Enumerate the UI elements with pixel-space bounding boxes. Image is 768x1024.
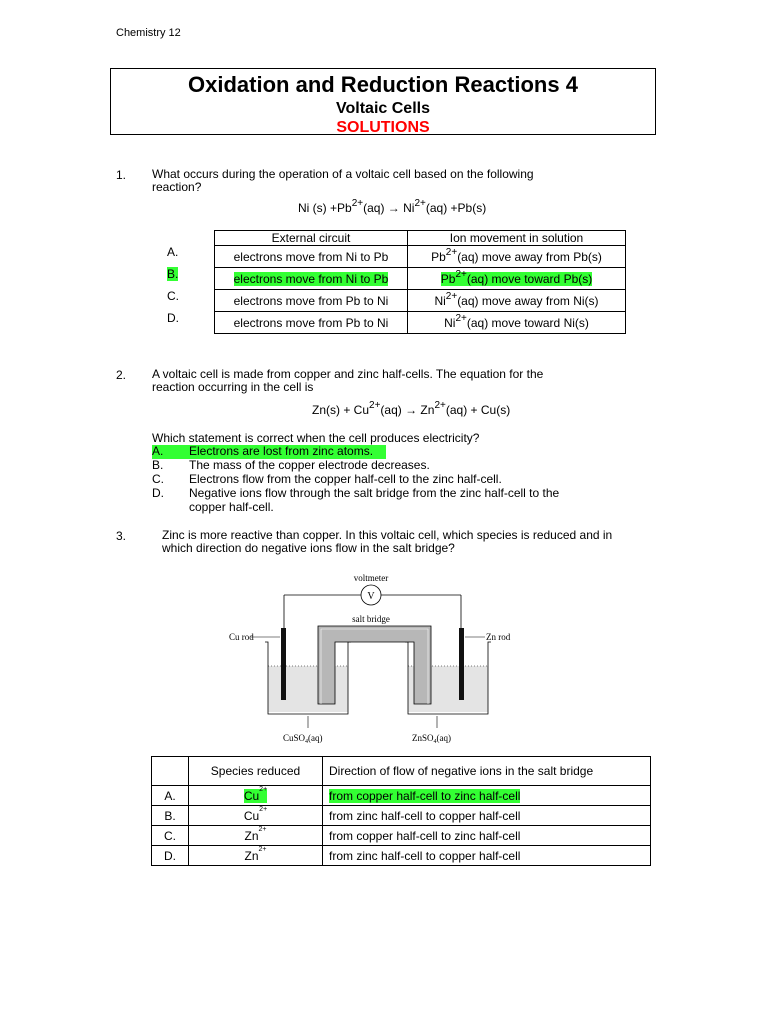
- q1-text: [152, 168, 534, 194]
- q3-text-line1: Zinc is more reactive than copper. In this voltaic cell, which species is reduced and in: [162, 528, 613, 542]
- solutions-label: SOLUTIONS: [336, 119, 430, 136]
- table-row: A. $Cu^{2+}$ from copper half-cell to zinc half-cell: [152, 786, 651, 806]
- voltaic-cell-diagram: [225, 568, 525, 750]
- q3-header-direction: Direction of flow of negative ions in the salt bridge: [323, 757, 651, 786]
- q1-text-line1: What occurs during the operation of a voltaic cell based on the following: [152, 167, 534, 181]
- q2-equation: $Zn(s) + Cu^{2+}(aq) \to Zn^{2+}(aq) + Cu(s)$: [312, 400, 511, 417]
- course-label: Chemistry 12: [116, 27, 181, 39]
- voltmeter-icon: [361, 585, 381, 605]
- q2-text-line1: A voltaic cell is made from copper and zinc half-cells. The equation for the: [152, 367, 544, 381]
- salt-bridge-label: salt bridge: [352, 614, 390, 624]
- q2-question: Which statement is correct when the cell produces electricity?: [152, 431, 480, 445]
- q2-text: [152, 368, 543, 394]
- page-subtitle: Voltaic Cells: [336, 100, 430, 117]
- cu-rod-label: Cu rod: [229, 632, 254, 642]
- cuso4-label: CuSO$_4$(aq): [283, 733, 323, 745]
- q2-number: 2.: [116, 368, 127, 382]
- q2-options: [152, 445, 632, 515]
- zn-electrode: [459, 628, 464, 700]
- page-title: Oxidation and Reduction Reactions 4: [188, 72, 578, 97]
- voltmeter-label: voltmeter: [353, 573, 389, 583]
- q3-header-species: Species reduced: [189, 757, 323, 786]
- q1-table: [214, 230, 626, 334]
- table-row: electrons move from Pb to Ni $Ni^{2+}(aq)$ move away from Ni(s): [215, 290, 626, 312]
- q1-letters: [167, 245, 187, 333]
- table-row: electrons move from Ni to Pb $Pb^{2+}(aq)$ move away from Pb(s): [215, 246, 626, 268]
- title-box: [110, 68, 656, 135]
- q1-header-ion: Ion movement in solution: [408, 231, 626, 246]
- table-row: electrons move from Ni to Pb $Pb^{2+}(aq)$ move toward Pb(s): [215, 268, 626, 290]
- q1-letter-b: B.: [167, 267, 179, 281]
- q1-number: 1.: [116, 168, 127, 182]
- q3-text: [162, 529, 612, 555]
- q2-option-d-cont: copper half-cell.: [189, 500, 274, 514]
- table-row: B. $Cu^{2+}$ from zinc half-cell to copper half-cell: [152, 806, 651, 826]
- salt-bridge: [318, 626, 431, 704]
- table-row: D. $Zn^{2+}$ from zinc half-cell to copper half-cell: [152, 846, 651, 866]
- q1-equation: Ni $(s) +Pb^{2+}(aq) \to Ni^{2+}(aq) +Pb(s)$: [298, 198, 487, 215]
- svg-text:V: V: [367, 591, 375, 602]
- q1-letter-c: C.: [167, 289, 179, 303]
- table-row: C. $Zn^{2+}$ from copper half-cell to zinc half-cell: [152, 826, 651, 846]
- q2-option-b: B. The mass of the copper electrode decreases.: [152, 458, 430, 472]
- q3-header-blank: [152, 757, 189, 786]
- q2-option-c: C. Electrons flow from the copper half-cell to the zinc half-cell.: [152, 472, 502, 486]
- table-row: electrons move from Pb to Ni $Ni^{2+}(aq)$ move toward Ni(s): [215, 312, 626, 334]
- q3-number: 3.: [116, 529, 127, 543]
- q2-text-line2: reaction occurring in the cell is: [152, 380, 314, 394]
- q2-option-d: D. Negative ions flow through the salt bridge from the zinc half-cell to the: [152, 486, 560, 500]
- q1-header-external: External circuit: [215, 231, 408, 246]
- zn-rod-label: Zn rod: [486, 632, 511, 642]
- q3-table: [151, 756, 651, 866]
- cu-electrode: [281, 628, 286, 700]
- copper-beaker: [265, 642, 351, 714]
- q1-letter-d: D.: [167, 311, 179, 325]
- znso4-label: ZnSO$_4$(aq): [412, 733, 452, 745]
- q3-text-line2: which direction do negative ions flow in the salt bridge?: [162, 541, 455, 555]
- q2-option-a: A. Electrons are lost from zinc atoms.: [152, 445, 386, 459]
- q1-letter-a: A.: [167, 245, 179, 259]
- q1-text-line2: reaction?: [152, 180, 202, 194]
